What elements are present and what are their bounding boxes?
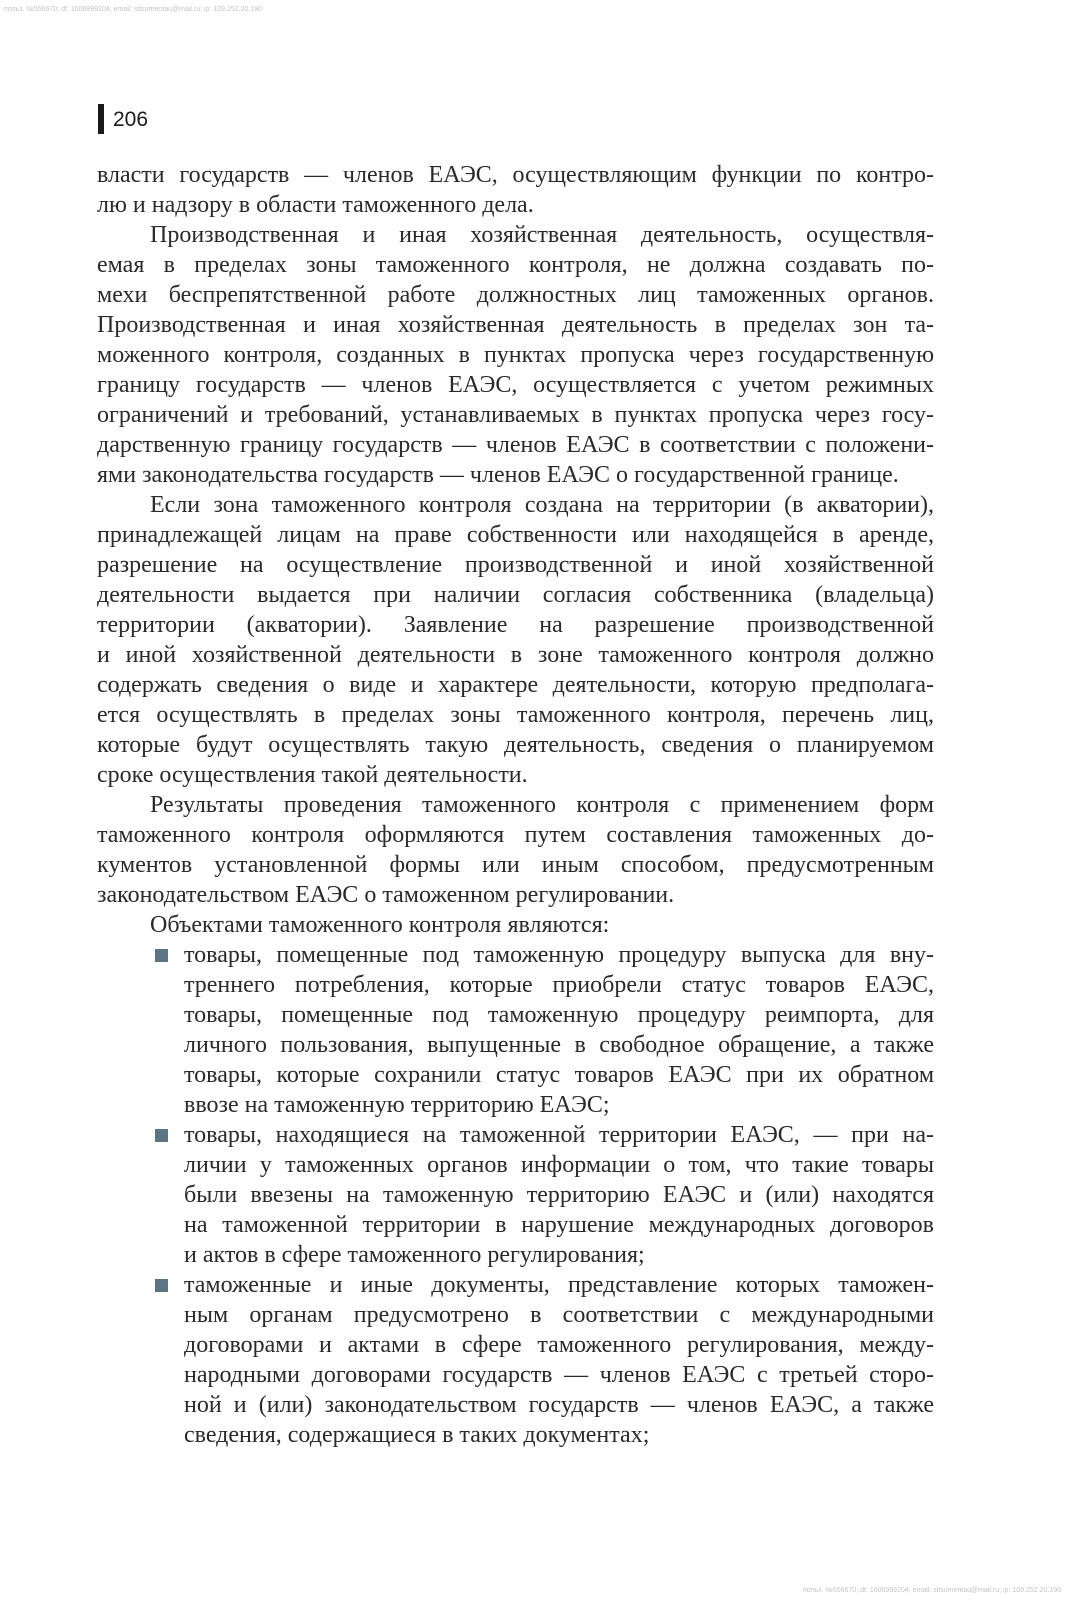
text-line: дарственную границу государств — членов ЕАЭС в соответствии с положени- [97,432,934,458]
text-line: моженного контроля, созданных в пунктах пропуска через государственную [97,342,934,368]
text-line: мехи беспрепятственной работе должностных лиц таможенных органов. [97,282,934,308]
square-bullet-icon [155,949,168,962]
list-item [97,1270,934,1450]
text-line: личного пользования, выпущенные в свободное обращение, а также [184,1032,934,1058]
text-line: ется осуществлять в пределах зоны таможенного контроля, перечень лиц, [97,702,934,728]
page-body [97,160,934,1450]
text-line: ной и (или) законодательством государств — членов ЕАЭС, а также [184,1392,934,1418]
text-line: кументов установленной формы или иным способом, предусмотренным [97,852,934,878]
text-line: таможенного контроля оформляются путем составления таможенных до- [97,822,934,848]
watermark-top: польз. №556670; dt: 1606999204; email: sitsumentau@mail.ru; ip: 109.252.20.190 [4,6,263,13]
text-line: законодательством ЕАЭС о таможенном регулировании. [97,882,675,908]
text-line: принадлежащей лицам на праве собственности или находящейся в аренде, [97,522,934,548]
text-line: Результаты проведения таможенного контроля с применением форм [150,792,934,818]
paragraphs [97,160,934,940]
text-line: Объектами таможенного контроля являются: [150,912,610,938]
paragraph [97,490,934,790]
text-line: ввозе на таможенную территорию ЕАЭС; [184,1092,610,1118]
text-line: территории (акватории). Заявление на разрешение производственной [97,612,934,638]
text-line: личии у таможенных органов информации о том, что такие товары [184,1152,934,1178]
header-bar [98,104,104,134]
text-line: народными договорами государств — членов ЕАЭС с третьей сторо- [184,1362,934,1388]
objects-list [97,940,934,1450]
text-line: власти государств — членов ЕАЭС, осуществляющим функции по контро- [97,162,934,188]
text-line: Производственная и иная хозяйственная деятельность, осуществля- [150,222,934,248]
paragraph [97,910,934,940]
text-line: деятельности выдается при наличии согласия собственника (владельца) [97,582,934,608]
text-line: лю и надзору в области таможенного дела. [97,192,534,218]
square-bullet-icon [155,1279,168,1292]
text-line: ями законодательства государств — членов ЕАЭС о государственной границе. [97,462,899,488]
text-line: таможенные и иные документы, представление которых таможен- [184,1272,934,1298]
list-item [97,940,934,1120]
text-line: и иной хозяйственной деятельности в зоне таможенного контроля должно [97,642,934,668]
paragraph [97,160,934,220]
text-line: товары, помещенные под таможенную процедуру реимпорта, для [184,1002,934,1028]
paragraph [97,790,934,910]
watermark-bottom: польз. №556670; dt: 1606999204; email: sitsumentau@mail.ru; ip: 109.252.20.190 [802,1587,1061,1594]
text-line: на таможенной территории в нарушение международных договоров [184,1212,934,1238]
page-number: 206 [113,107,149,131]
text-line: ограничений и требований, устанавливаемых в пунктах пропуска через госу- [97,402,934,428]
text-line: разрешение на осуществление производственной и иной хозяйственной [97,552,934,578]
text-line: товары, которые сохранили статус товаров ЕАЭС при их обратном [184,1062,934,1088]
paragraph [97,220,934,490]
text-line: были ввезены на таможенную территорию ЕАЭС и (или) находятся [184,1182,934,1208]
square-bullet-icon [155,1129,168,1142]
text-line: ным органам предусмотрено в соответствии с международными [184,1302,934,1328]
text-line: сроке осуществления такой деятельности. [97,762,528,788]
text-line: договорами и актами в сфере таможенного регулирования, между- [184,1332,934,1358]
text-line: Если зона таможенного контроля создана на территории (в акватории), [150,492,934,518]
text-line: и актов в сфере таможенного регулирования; [184,1242,645,1268]
text-line: содержать сведения о виде и характере деятельности, которую предполага- [97,672,934,698]
text-line: которые будут осуществлять такую деятельность, сведения о планируемом [97,732,934,758]
text-line: Производственная и иная хозяйственная деятельность в пределах зон та- [97,312,934,338]
page-header [98,104,148,134]
text-line: границу государств — членов ЕАЭС, осуществляется с учетом режимных [97,372,934,398]
text-line: треннего потребления, которые приобрели статус товаров ЕАЭС, [184,972,934,998]
text-line: товары, находящиеся на таможенной территории ЕАЭС, — при на- [184,1122,934,1148]
text-line: сведения, содержащиеся в таких документах; [184,1422,650,1448]
list-item [97,1120,934,1270]
text-line: товары, помещенные под таможенную процедуру выпуска для вну- [184,942,934,968]
text-line: емая в пределах зоны таможенного контроля, не должна создавать по- [97,252,934,278]
